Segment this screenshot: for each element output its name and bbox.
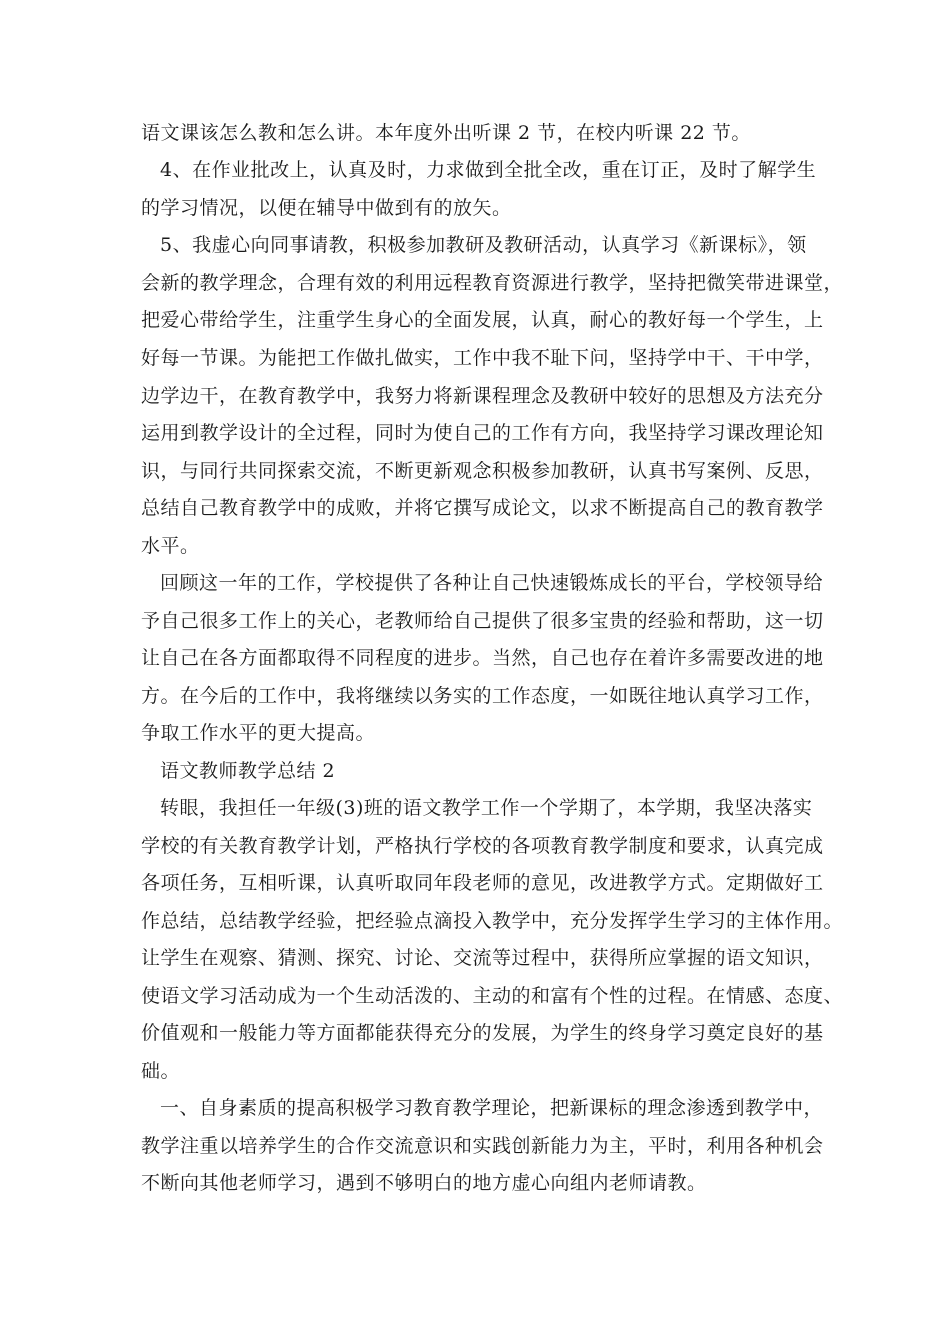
text-line: 价值观和一般能力等方面都能获得充分的发展，为学生的终身学习奠定良好的基 (141, 1022, 824, 1044)
text-line: 学校的有关教育教学计划，严格执行学校的各项教育教学制度和要求，认真完成 (141, 835, 824, 857)
text-line: 教学注重以培养学生的合作交流意识和实践创新能力为主，平时，利用各种机会 (141, 1135, 824, 1157)
text-line: 的学习情况，以便在辅导中做到有的放矢。 (141, 197, 512, 219)
text-line: 总结自己教育教学中的成败，并将它撰写成论文，以求不断提高自己的教育教学 (141, 497, 824, 519)
text-line: 础。 (141, 1060, 181, 1082)
text-line: 语文课该怎么教和怎么讲。本年度外出听课 2 节，在校内听课 22 节。 (141, 122, 751, 144)
text-line: 让学生在观察、猜测、探究、讨论、交流等过程中，获得所应掌握的语文知识， (141, 947, 824, 969)
text-line: 作总结，总结教学经验，把经验点滴投入教学中，充分发挥学生学习的主体作用。 (141, 910, 844, 932)
text-line: 方。在今后的工作中，我将继续以务实的工作态度，一如既往地认真学习工作， (141, 685, 824, 707)
text-line: 各项任务，互相听课，认真听取同年段老师的意见，改进教学方式。定期做好工 (141, 872, 824, 894)
text-line: 争取工作水平的更大提高。 (141, 722, 376, 744)
text-line: 好每一节课。为能把工作做扎做实，工作中我不耻下问，坚持学中干、干中学， (141, 347, 824, 369)
section-heading: 语文教师教学总结 2 (160, 760, 336, 782)
text-line: 转眼，我担任一年级(3)班的语文教学工作一个学期了，本学期，我坚决落实 (160, 797, 813, 819)
text-line: 运用到教学设计的全过程，同时为使自己的工作有方向，我坚持学习课改理论知 (141, 422, 824, 444)
text-line: 识，与同行共同探索交流，不断更新观念积极参加教研，认真书写案例、反思， (141, 460, 824, 482)
text-line: 4、在作业批改上，认真及时，力求做到全批全改，重在订正，及时了解学生 (160, 159, 817, 181)
text-line: 使语文学习活动成为一个生动活泼的、主动的和富有个性的过程。在情感、态度、 (141, 985, 844, 1007)
text-line: 让自己在各方面都取得不同程度的进步。当然，自己也存在着许多需要改进的地 (141, 647, 824, 669)
text-line: 5、我虚心向同事请教，积极参加教研及教研活动，认真学习《新课标》，领 (160, 234, 807, 256)
text-line: 边学边干，在教育教学中，我努力将新课程理念及教研中较好的思想及方法充分 (141, 385, 824, 407)
text-line: 不断向其他老师学习，遇到不够明白的地方虚心向组内老师请教。 (141, 1172, 707, 1194)
text-line: 一、自身素质的提高积极学习教育教学理论，把新课标的理念渗透到教学中， (160, 1097, 824, 1119)
text-line: 予自己很多工作上的关心，老教师给自己提供了很多宝贵的经验和帮助，这一切 (141, 610, 824, 632)
text-line: 会新的教学理念，合理有效的利用远程教育资源进行教学，坚持把微笑带进课堂， (141, 272, 844, 294)
text-line: 水平。 (141, 535, 200, 557)
text-line: 把爱心带给学生，注重学生身心的全面发展，认真，耐心的教好每一个学生，上 (141, 309, 824, 331)
text-line: 回顾这一年的工作，学校提供了各种让自己快速锻炼成长的平台，学校领导给 (160, 572, 824, 594)
